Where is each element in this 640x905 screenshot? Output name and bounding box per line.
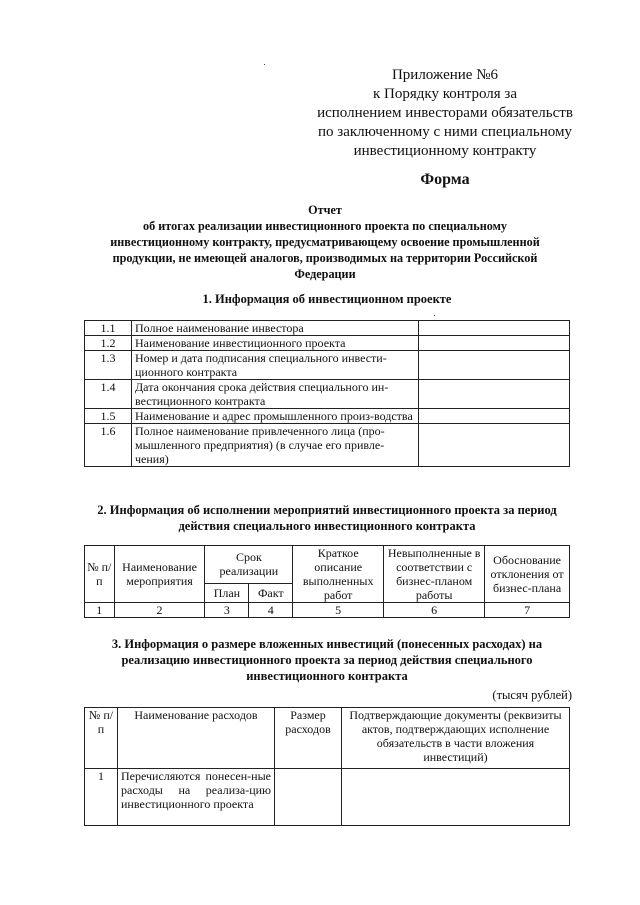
table-row [85,336,570,351]
appendix-block [300,66,590,161]
row-value [419,336,570,351]
section3-heading-line: инвестиционного контракта [246,669,408,683]
row-amount [275,769,342,826]
expenses-table [84,707,570,826]
index-cell: 3 [205,603,249,618]
header-fact: Факт [249,583,293,602]
header-reason: Обоснование отклонения от бизнес-плана [485,546,570,603]
row-docs [342,769,570,826]
row-value [419,321,570,336]
report-subtitle-line: об итогах реализации инвестиционного проекта по специальному [143,219,507,233]
table-row [85,351,570,380]
appendix-line: инвестиционному контракту [353,143,537,159]
header-num: № п/п [85,708,118,769]
header-name: Наименование мероприятия [114,546,205,603]
appendix-line: к Порядку контроля за [372,86,518,102]
table-row [85,321,570,336]
header-amount: Размер расходов [275,708,342,769]
section2-heading-line: 2. Информация об исполнении мероприятий инвестиционного проекта за период [97,503,557,517]
table-row [85,424,570,467]
row-number: 1.4 [85,380,132,409]
report-title: Отчет [308,203,342,217]
row-value [419,380,570,409]
scan-speck [264,64,265,65]
section1-heading: 1. Информация об инвестиционном проекте [202,292,452,306]
form-label: Форма [420,171,470,188]
scan-speck [434,315,435,316]
header-name: Наименование расходов [118,708,275,769]
report-subtitle-line: продукции, не имеющей аналогов, производимых на территории Российской [112,251,538,265]
table-row [85,380,570,409]
row-label: Наименование инвестиционного проекта [132,336,419,351]
report-subtitle-line: инвестиционному контракту, предусматривающему освоение промышленной [110,235,540,249]
header-term: Срок реализации [205,546,293,584]
row-number: 1 [85,769,118,826]
row-label: Номер и дата подписания специального инвести-ционного контракта [132,351,419,380]
report-title-block [80,202,570,282]
row-value [419,409,570,424]
row-label: Наименование и адрес промышленного произ-водства [132,409,419,424]
units-label: (тысяч рублей) [492,688,572,702]
table-index-row [85,603,570,618]
row-number: 1.3 [85,351,132,380]
appendix-line: по заключенному с ними специальному [318,124,572,140]
header-unfulfilled: Невыполненные в соответствии с бизнес-планом работы [384,546,485,603]
row-number: 1.1 [85,321,132,336]
row-number: 1.6 [85,424,132,467]
index-cell: 6 [384,603,485,618]
section3-heading-line: 3. Информация о размере вложенных инвестиций (понесенных расходах) на [111,637,543,651]
section2-heading-line: действия специального инвестиционного контракта [178,519,476,533]
index-cell: 5 [293,603,384,618]
row-label: Дата окончания срока действия специального ин-вестиционного контракта [132,380,419,409]
activities-table [84,545,570,618]
header-desc: Краткое описание выполненных работ [293,546,384,603]
index-cell: 4 [249,603,293,618]
row-number: 1.5 [85,409,132,424]
row-number: 1.2 [85,336,132,351]
row-value [419,424,570,467]
table-row [85,769,570,826]
header-docs: Подтверждающие документы (реквизиты актов, подтверждающих исполнение обязательств в части вложения инвестиций) [342,708,570,769]
project-info-table [84,320,570,467]
section2-heading [84,502,570,534]
section3-heading [84,636,570,684]
section3-heading-line: реализацию инвестиционного проекта за период действия специального [121,653,533,667]
appendix-line: Приложение №6 [391,67,499,83]
table-row [85,409,570,424]
header-num: № п/п [85,546,115,603]
header-plan: План [205,583,249,602]
index-cell: 7 [485,603,570,618]
appendix-line: исполнением инвесторами обязательств [317,105,573,121]
row-label: Полное наименование инвестора [132,321,419,336]
row-value [419,351,570,380]
row-name: Перечисляются понесен-ные расходы на реализа-цию инвестиционного проекта [118,769,275,826]
index-cell: 1 [85,603,115,618]
table-header-row [85,546,570,584]
report-subtitle-line: Федерации [294,267,356,281]
index-cell: 2 [114,603,205,618]
row-label: Полное наименование привлеченного лица (про-мышленного предприятия) (в случае его привле-чения) [132,424,419,467]
table-header-row [85,708,570,769]
